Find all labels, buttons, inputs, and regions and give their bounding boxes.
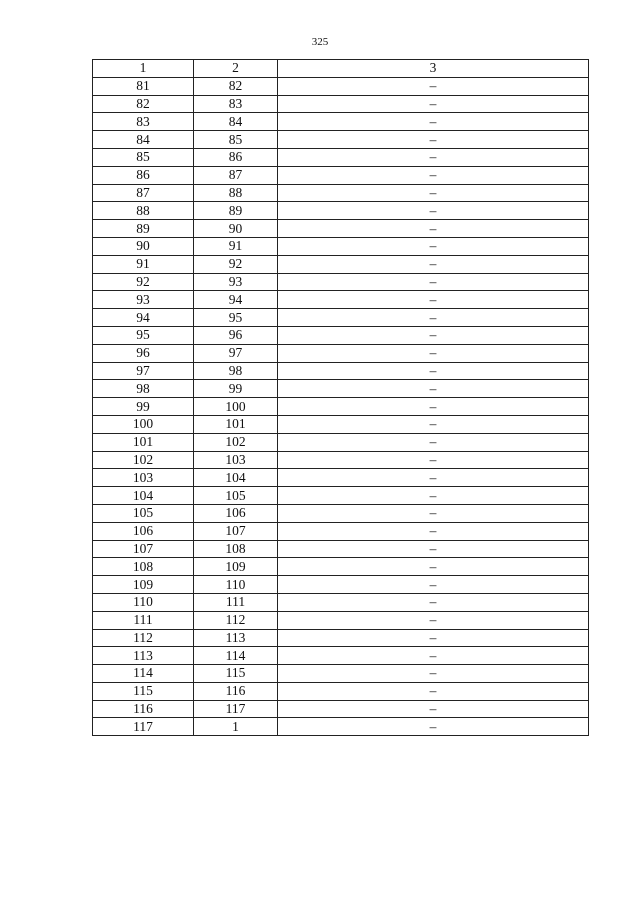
table-row — [93, 166, 589, 184]
table-cell-col-3: – — [278, 540, 589, 558]
table-cell-col-3: – — [278, 415, 589, 433]
table-cell-col-1: 112 — [93, 629, 194, 647]
table-row — [93, 273, 589, 291]
table-row — [93, 380, 589, 398]
table-cell-col-2: 99 — [194, 380, 278, 398]
table-cell-col-2: 103 — [194, 451, 278, 469]
table-cell-col-1: 81 — [93, 77, 194, 95]
table-cell-col-3: – — [278, 362, 589, 380]
table-cell-col-3: – — [278, 184, 589, 202]
table-cell-col-3: – — [278, 629, 589, 647]
table-cell-col-1: 105 — [93, 504, 194, 522]
table-cell-col-1: 99 — [93, 398, 194, 416]
table-cell-col-2: 98 — [194, 362, 278, 380]
table-row — [93, 77, 589, 95]
table-cell-col-3: – — [278, 433, 589, 451]
table-cell-col-3: – — [278, 255, 589, 273]
table-cell-col-2: 100 — [194, 398, 278, 416]
table-row — [93, 576, 589, 594]
table-cell-col-1: 94 — [93, 309, 194, 327]
table-row — [93, 451, 589, 469]
column-header-2: 2 — [194, 60, 278, 78]
table-cell-col-1: 93 — [93, 291, 194, 309]
table-cell-col-3: – — [278, 166, 589, 184]
table-cell-col-1: 116 — [93, 700, 194, 718]
table-cell-col-1: 82 — [93, 95, 194, 113]
table-cell-col-1: 84 — [93, 131, 194, 149]
data-table — [92, 59, 589, 736]
table-row — [93, 344, 589, 362]
table-cell-col-3: – — [278, 700, 589, 718]
table-cell-col-1: 97 — [93, 362, 194, 380]
table-cell-col-3: – — [278, 220, 589, 238]
table-cell-col-2: 83 — [194, 95, 278, 113]
table-cell-col-1: 106 — [93, 522, 194, 540]
table-row — [93, 718, 589, 736]
table-cell-col-2: 86 — [194, 148, 278, 166]
table-cell-col-3: – — [278, 113, 589, 131]
table-row — [93, 558, 589, 576]
table-cell-col-1: 108 — [93, 558, 194, 576]
table-cell-col-1: 87 — [93, 184, 194, 202]
table-cell-col-2: 105 — [194, 487, 278, 505]
table-cell-col-2: 91 — [194, 237, 278, 255]
table-cell-col-1: 104 — [93, 487, 194, 505]
table-row — [93, 113, 589, 131]
table-cell-col-2: 116 — [194, 682, 278, 700]
table-body — [93, 60, 589, 736]
table-cell-col-3: – — [278, 344, 589, 362]
table-cell-col-1: 109 — [93, 576, 194, 594]
table-row — [93, 202, 589, 220]
table-cell-col-2: 108 — [194, 540, 278, 558]
table-cell-col-2: 93 — [194, 273, 278, 291]
table-row — [93, 665, 589, 683]
table-row — [93, 611, 589, 629]
table-cell-col-2: 90 — [194, 220, 278, 238]
table-row — [93, 237, 589, 255]
table-row — [93, 487, 589, 505]
table-row — [93, 220, 589, 238]
table-cell-col-3: – — [278, 665, 589, 683]
table-cell-col-3: – — [278, 237, 589, 255]
table-cell-col-3: – — [278, 487, 589, 505]
table-cell-col-2: 104 — [194, 469, 278, 487]
table-cell-col-2: 1 — [194, 718, 278, 736]
table-cell-col-1: 103 — [93, 469, 194, 487]
table-row — [93, 255, 589, 273]
table-cell-col-2: 88 — [194, 184, 278, 202]
table-cell-col-2: 96 — [194, 326, 278, 344]
table-cell-col-1: 95 — [93, 326, 194, 344]
table-cell-col-2: 117 — [194, 700, 278, 718]
table-cell-col-1: 85 — [93, 148, 194, 166]
table-cell-col-1: 100 — [93, 415, 194, 433]
table-row — [93, 415, 589, 433]
table-row — [93, 469, 589, 487]
table-row — [93, 291, 589, 309]
table-cell-col-3: – — [278, 718, 589, 736]
column-header-1: 1 — [93, 60, 194, 78]
table-row — [93, 309, 589, 327]
table-row — [93, 504, 589, 522]
table-cell-col-1: 88 — [93, 202, 194, 220]
table-cell-col-3: – — [278, 291, 589, 309]
table-row — [93, 700, 589, 718]
table-row — [93, 522, 589, 540]
table-row — [93, 629, 589, 647]
table-cell-col-2: 85 — [194, 131, 278, 149]
table-cell-col-2: 95 — [194, 309, 278, 327]
table-cell-col-1: 111 — [93, 611, 194, 629]
table-cell-col-3: – — [278, 576, 589, 594]
table-cell-col-1: 92 — [93, 273, 194, 291]
table-cell-col-1: 102 — [93, 451, 194, 469]
table-cell-col-3: – — [278, 202, 589, 220]
table-cell-col-2: 82 — [194, 77, 278, 95]
table-cell-col-2: 107 — [194, 522, 278, 540]
table-cell-col-3: – — [278, 309, 589, 327]
table-row — [93, 682, 589, 700]
table-cell-col-3: – — [278, 593, 589, 611]
table-cell-col-2: 109 — [194, 558, 278, 576]
table-cell-col-3: – — [278, 451, 589, 469]
table-cell-col-1: 115 — [93, 682, 194, 700]
table-cell-col-1: 89 — [93, 220, 194, 238]
column-header-3: 3 — [278, 60, 589, 78]
table-cell-col-3: – — [278, 504, 589, 522]
table-row — [93, 593, 589, 611]
table-cell-col-1: 101 — [93, 433, 194, 451]
table-row — [93, 148, 589, 166]
table-cell-col-3: – — [278, 522, 589, 540]
table-cell-col-2: 110 — [194, 576, 278, 594]
table-header-row — [93, 60, 589, 78]
table-cell-col-1: 113 — [93, 647, 194, 665]
table-row — [93, 131, 589, 149]
table-cell-col-2: 111 — [194, 593, 278, 611]
table-cell-col-2: 101 — [194, 415, 278, 433]
table-cell-col-2: 87 — [194, 166, 278, 184]
table-cell-col-3: – — [278, 148, 589, 166]
table-cell-col-2: 94 — [194, 291, 278, 309]
table-cell-col-2: 113 — [194, 629, 278, 647]
table-row — [93, 647, 589, 665]
table-cell-col-1: 117 — [93, 718, 194, 736]
page-number: 325 — [311, 36, 329, 48]
table-cell-col-3: – — [278, 647, 589, 665]
table-cell-col-3: – — [278, 558, 589, 576]
table-cell-col-3: – — [278, 273, 589, 291]
table-row — [93, 184, 589, 202]
table-cell-col-2: 112 — [194, 611, 278, 629]
table-cell-col-1: 83 — [93, 113, 194, 131]
table-cell-col-3: – — [278, 682, 589, 700]
table-cell-col-3: – — [278, 131, 589, 149]
table-cell-col-3: – — [278, 380, 589, 398]
table-row — [93, 95, 589, 113]
table-cell-col-1: 98 — [93, 380, 194, 398]
table-cell-col-1: 91 — [93, 255, 194, 273]
table-cell-col-1: 110 — [93, 593, 194, 611]
table-row — [93, 433, 589, 451]
table-cell-col-2: 97 — [194, 344, 278, 362]
table-cell-col-3: – — [278, 398, 589, 416]
table-cell-col-1: 107 — [93, 540, 194, 558]
table-cell-col-2: 114 — [194, 647, 278, 665]
table-cell-col-3: – — [278, 95, 589, 113]
table-cell-col-3: – — [278, 611, 589, 629]
table-cell-col-1: 96 — [93, 344, 194, 362]
table-cell-col-3: – — [278, 326, 589, 344]
table-cell-col-1: 114 — [93, 665, 194, 683]
table-cell-col-2: 84 — [194, 113, 278, 131]
table-cell-col-1: 86 — [93, 166, 194, 184]
table-cell-col-2: 106 — [194, 504, 278, 522]
table-cell-col-2: 92 — [194, 255, 278, 273]
table-cell-col-2: 89 — [194, 202, 278, 220]
table-cell-col-2: 115 — [194, 665, 278, 683]
table-row — [93, 540, 589, 558]
table-row — [93, 326, 589, 344]
table-row — [93, 362, 589, 380]
table-cell-col-2: 102 — [194, 433, 278, 451]
table-row — [93, 398, 589, 416]
table-cell-col-3: – — [278, 77, 589, 95]
table-cell-col-3: – — [278, 469, 589, 487]
table-cell-col-1: 90 — [93, 237, 194, 255]
